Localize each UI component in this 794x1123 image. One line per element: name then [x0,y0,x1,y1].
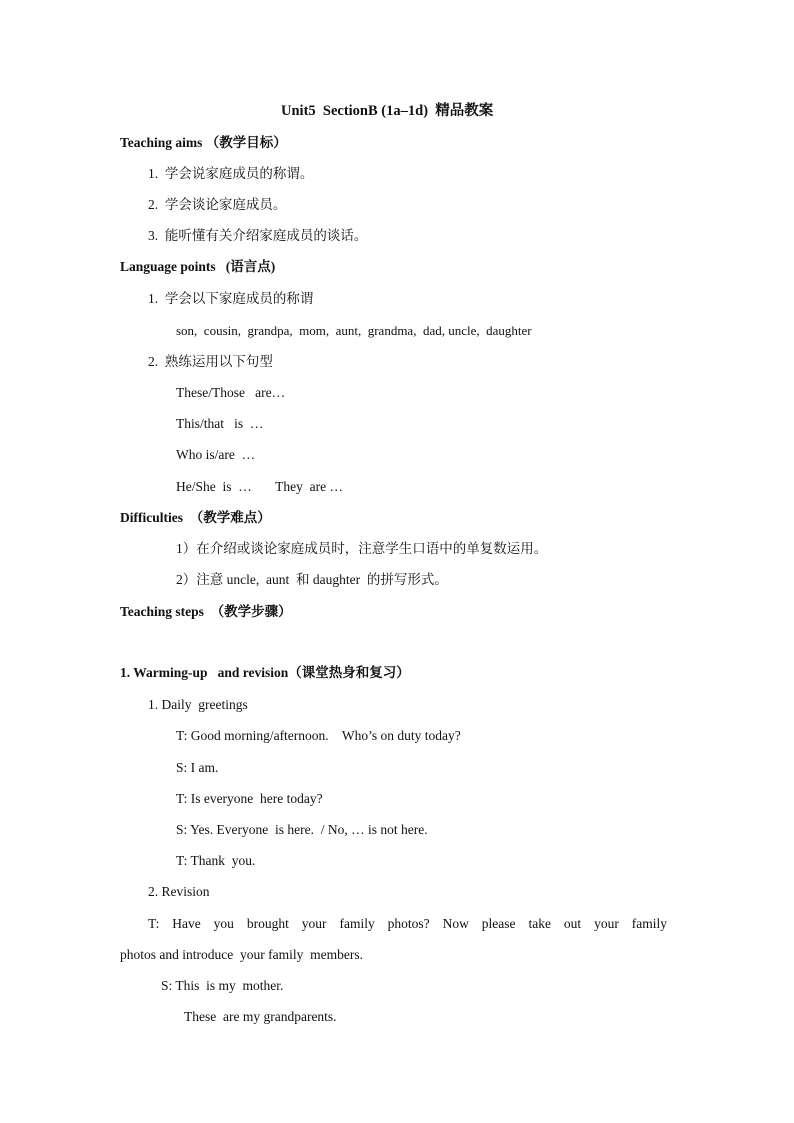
student-line: S: This is my mother. [161,978,284,993]
steps-heading: Teaching steps （教学步骤） [120,604,292,619]
sub-heading: 2. Revision [148,884,210,899]
sentence-pattern: These/Those are… [176,385,286,400]
sentence-pattern: He/She is … They are … [176,479,343,494]
dialogue-line: T: Is everyone here today? [176,791,323,806]
dialogue-line: S: Yes. Everyone is here. / No, … is not here. [176,822,428,837]
aims-item: 3. 能听懂有关介绍家庭成员的谈话。 [148,228,368,243]
language-heading: Language points (语言点) [120,259,276,274]
aims-item: 1. 学会说家庭成员的称谓。 [148,166,314,181]
vocabulary-list: son, cousin, grandpa, mom, aunt, grandma, dad, uncle, daughter [176,323,532,338]
dialogue-line: S: I am. [176,760,219,775]
language-item-2: 2. 熟练运用以下句型 [148,354,273,369]
dialogue-line: T: Good morning/afternoon. Who’s on duty today? [176,728,461,743]
student-line: These are my grandparents. [184,1009,337,1024]
sub-heading: 1. Daily greetings [148,697,248,712]
aims-heading: Teaching aims （教学目标） [120,135,287,150]
sentence-pattern: This/that is … [176,416,264,431]
difficulty-item: 2）注意 uncle, aunt 和 daughter 的拼写形式。 [176,572,448,587]
sentence-pattern: Who is/are … [176,447,256,462]
language-item-1: 1. 学会以下家庭成员的称谓 [148,291,314,306]
dialogue-line: T: Thank you. [176,853,256,868]
section-heading: 1. Warming-up and revision（课堂热身和复习） [120,665,410,680]
aims-item: 2. 学会谈论家庭成员。 [148,197,287,212]
page-title: Unit5 SectionB (1a–1d) 精品教案 [281,103,494,119]
revision-paragraph-line: photos and introduce your family members. [120,947,363,962]
difficulty-item: 1）在介绍或谈论家庭成员时，注意学生口语中的单复数运用。 [176,541,548,556]
difficulties-heading: Difficulties （教学难点） [120,510,271,525]
revision-paragraph-line: T: Have you brought your family photos? Now please take out your family [148,916,667,931]
